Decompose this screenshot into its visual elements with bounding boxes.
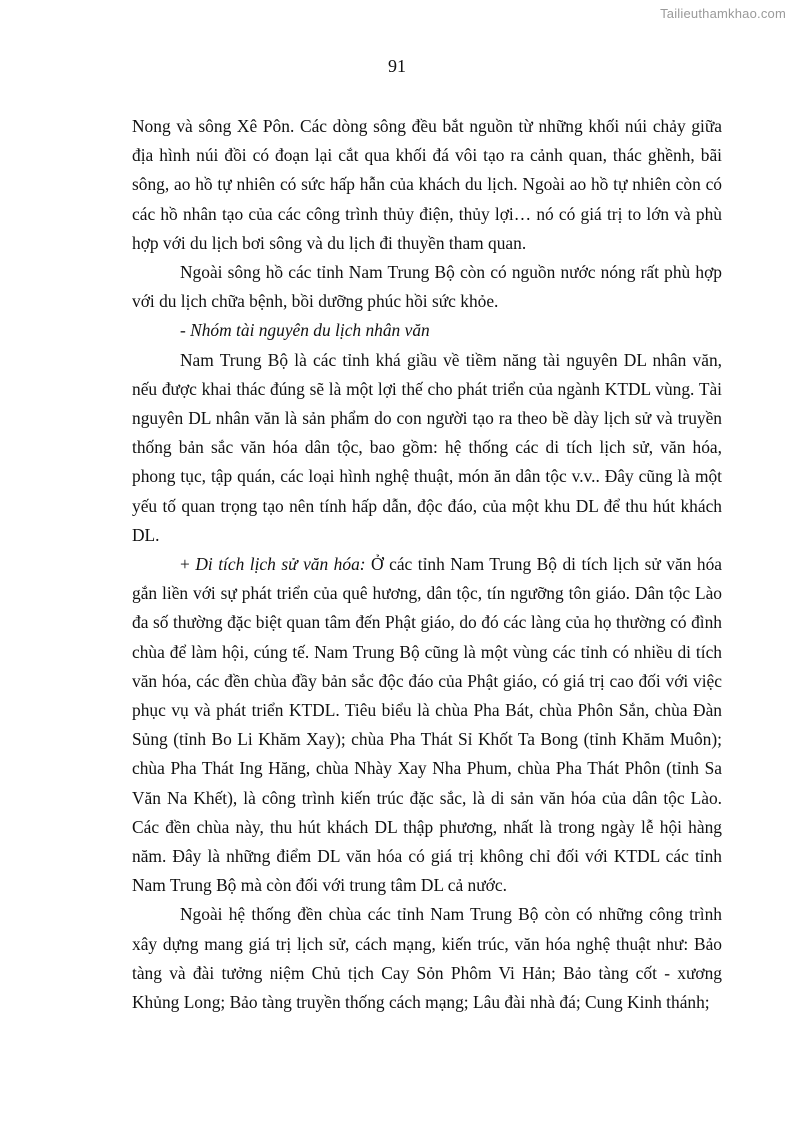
section-heading-cultural-resources: - Nhóm tài nguyên du lịch nhân văn — [180, 320, 430, 341]
paragraph-hot-springs: Ngoài sông hồ các tỉnh Nam Trung Bộ còn có nguồn nước nóng rất phù hợp với du lịch chữa bệnh, bồi dưỡng phúc hồi sức khỏe. — [132, 262, 722, 312]
page-number: 91 — [388, 56, 406, 76]
paragraph-historic-sites — [132, 550, 722, 900]
watermark-text: Tailieuthamkhao.com — [660, 6, 786, 21]
paragraph-rivers: Nong và sông Xê Pôn. Các dòng sông đều bắt nguồn từ những khối núi chảy giữa địa hình núi đồi có đoạn lại cắt qua khối đá vôi tạo ra cảnh quan, thác ghềnh, bãi sông, ao hồ tự nhiên có sức hấp hẫn của khách du lịch. Ngoài ao hồ tự nhiên còn có các hồ nhân tạo của các công trình thủy điện, thủy lợi… nó có giá trị to lớn và phù hợp với du lịch bơi sông và du lịch đi thuyền tham quan. — [132, 116, 722, 253]
paragraph-other-structures: Ngoài hệ thống đền chùa các tỉnh Nam Trung Bộ còn có những công trình xây dựng mang giá trị lịch sử, cách mạng, kiến trúc, văn hóa nghệ thuật như: Bảo tàng và đài tưởng niệm Chủ tịch Cay Sỏn Phôm Vi Hản; Bảo tàng cốt - xương Khủng Long; Bảo tàng truyền thống cách mạng; Lâu đài nhà đá; Cung Kinh thánh; — [132, 904, 722, 1013]
historic-sites-label: Di tích lịch sử văn hóa: — [195, 554, 366, 575]
paragraph-cultural-resources: Nam Trung Bộ là các tỉnh khá giầu về tiềm năng tài nguyên DL nhân văn, nếu được khai thác đúng sẽ là một lợi thế cho phát triển của ngành KTDL vùng. Tài nguyên DL nhân văn là sản phẩm do con người tạo ra theo bề dày lịch sử và truyền thống bản sắc văn hóa dân tộc, bao gồm: hệ thống các di tích lịch sử, văn hóa, phong tục, tập quán, các loại hình nghệ thuật, món ăn dân tộc v.v.. Đây cũng là một yếu tố quan trọng tạo nên tính hấp dẫn, độc đáo, của một khu DL để thu hút khách DL. — [132, 349, 722, 545]
document-body — [132, 112, 722, 1017]
historic-sites-body: Ở các tỉnh Nam Trung Bộ di tích lịch sử văn hóa gắn liền với sự phát triển của quê hương, dân tộc, tín ngưỡng tôn giáo. Dân tộc Lào đa số thường đặc biệt quan tâm đến Phật giáo, do đó các làng của họ thường có đình chùa để làm hội, cúng tế. Nam Trung Bộ cũng là một vùng các tỉnh có nhiều di tích văn hóa, các đền chùa đầy bản sắc độc đáo của Phật giáo, có giá trị cao đối với việc phục vụ và phát triển KTDL. Tiêu biểu là chùa Pha Bát, chùa Phôn Sắn, chùa Đàn Sủng (tỉnh Bo Li Khăm Xay); chùa Pha Thát Sỉ Khốt Ta Bong (tỉnh Khăm Muôn); chùa Pha Thát Ing Hăng, chùa Nhày Xay Nha Phum, chùa Pha Thát Phôn (tỉnh Sa Văn Na Khết), là công trình kiến trúc đặc sắc, là di sản văn hóa của dân tộc Lào. Các đền chùa này, thu hút khách DL thập phương, nhất là trong ngày lễ hội hàng năm. Đây là những điểm DL văn hóa có giá trị không chỉ đối với KTDL các tỉnh Nam Trung Bộ mà còn đối với trung tâm DL cả nước. — [132, 554, 723, 896]
bullet-plus: + — [180, 554, 196, 575]
